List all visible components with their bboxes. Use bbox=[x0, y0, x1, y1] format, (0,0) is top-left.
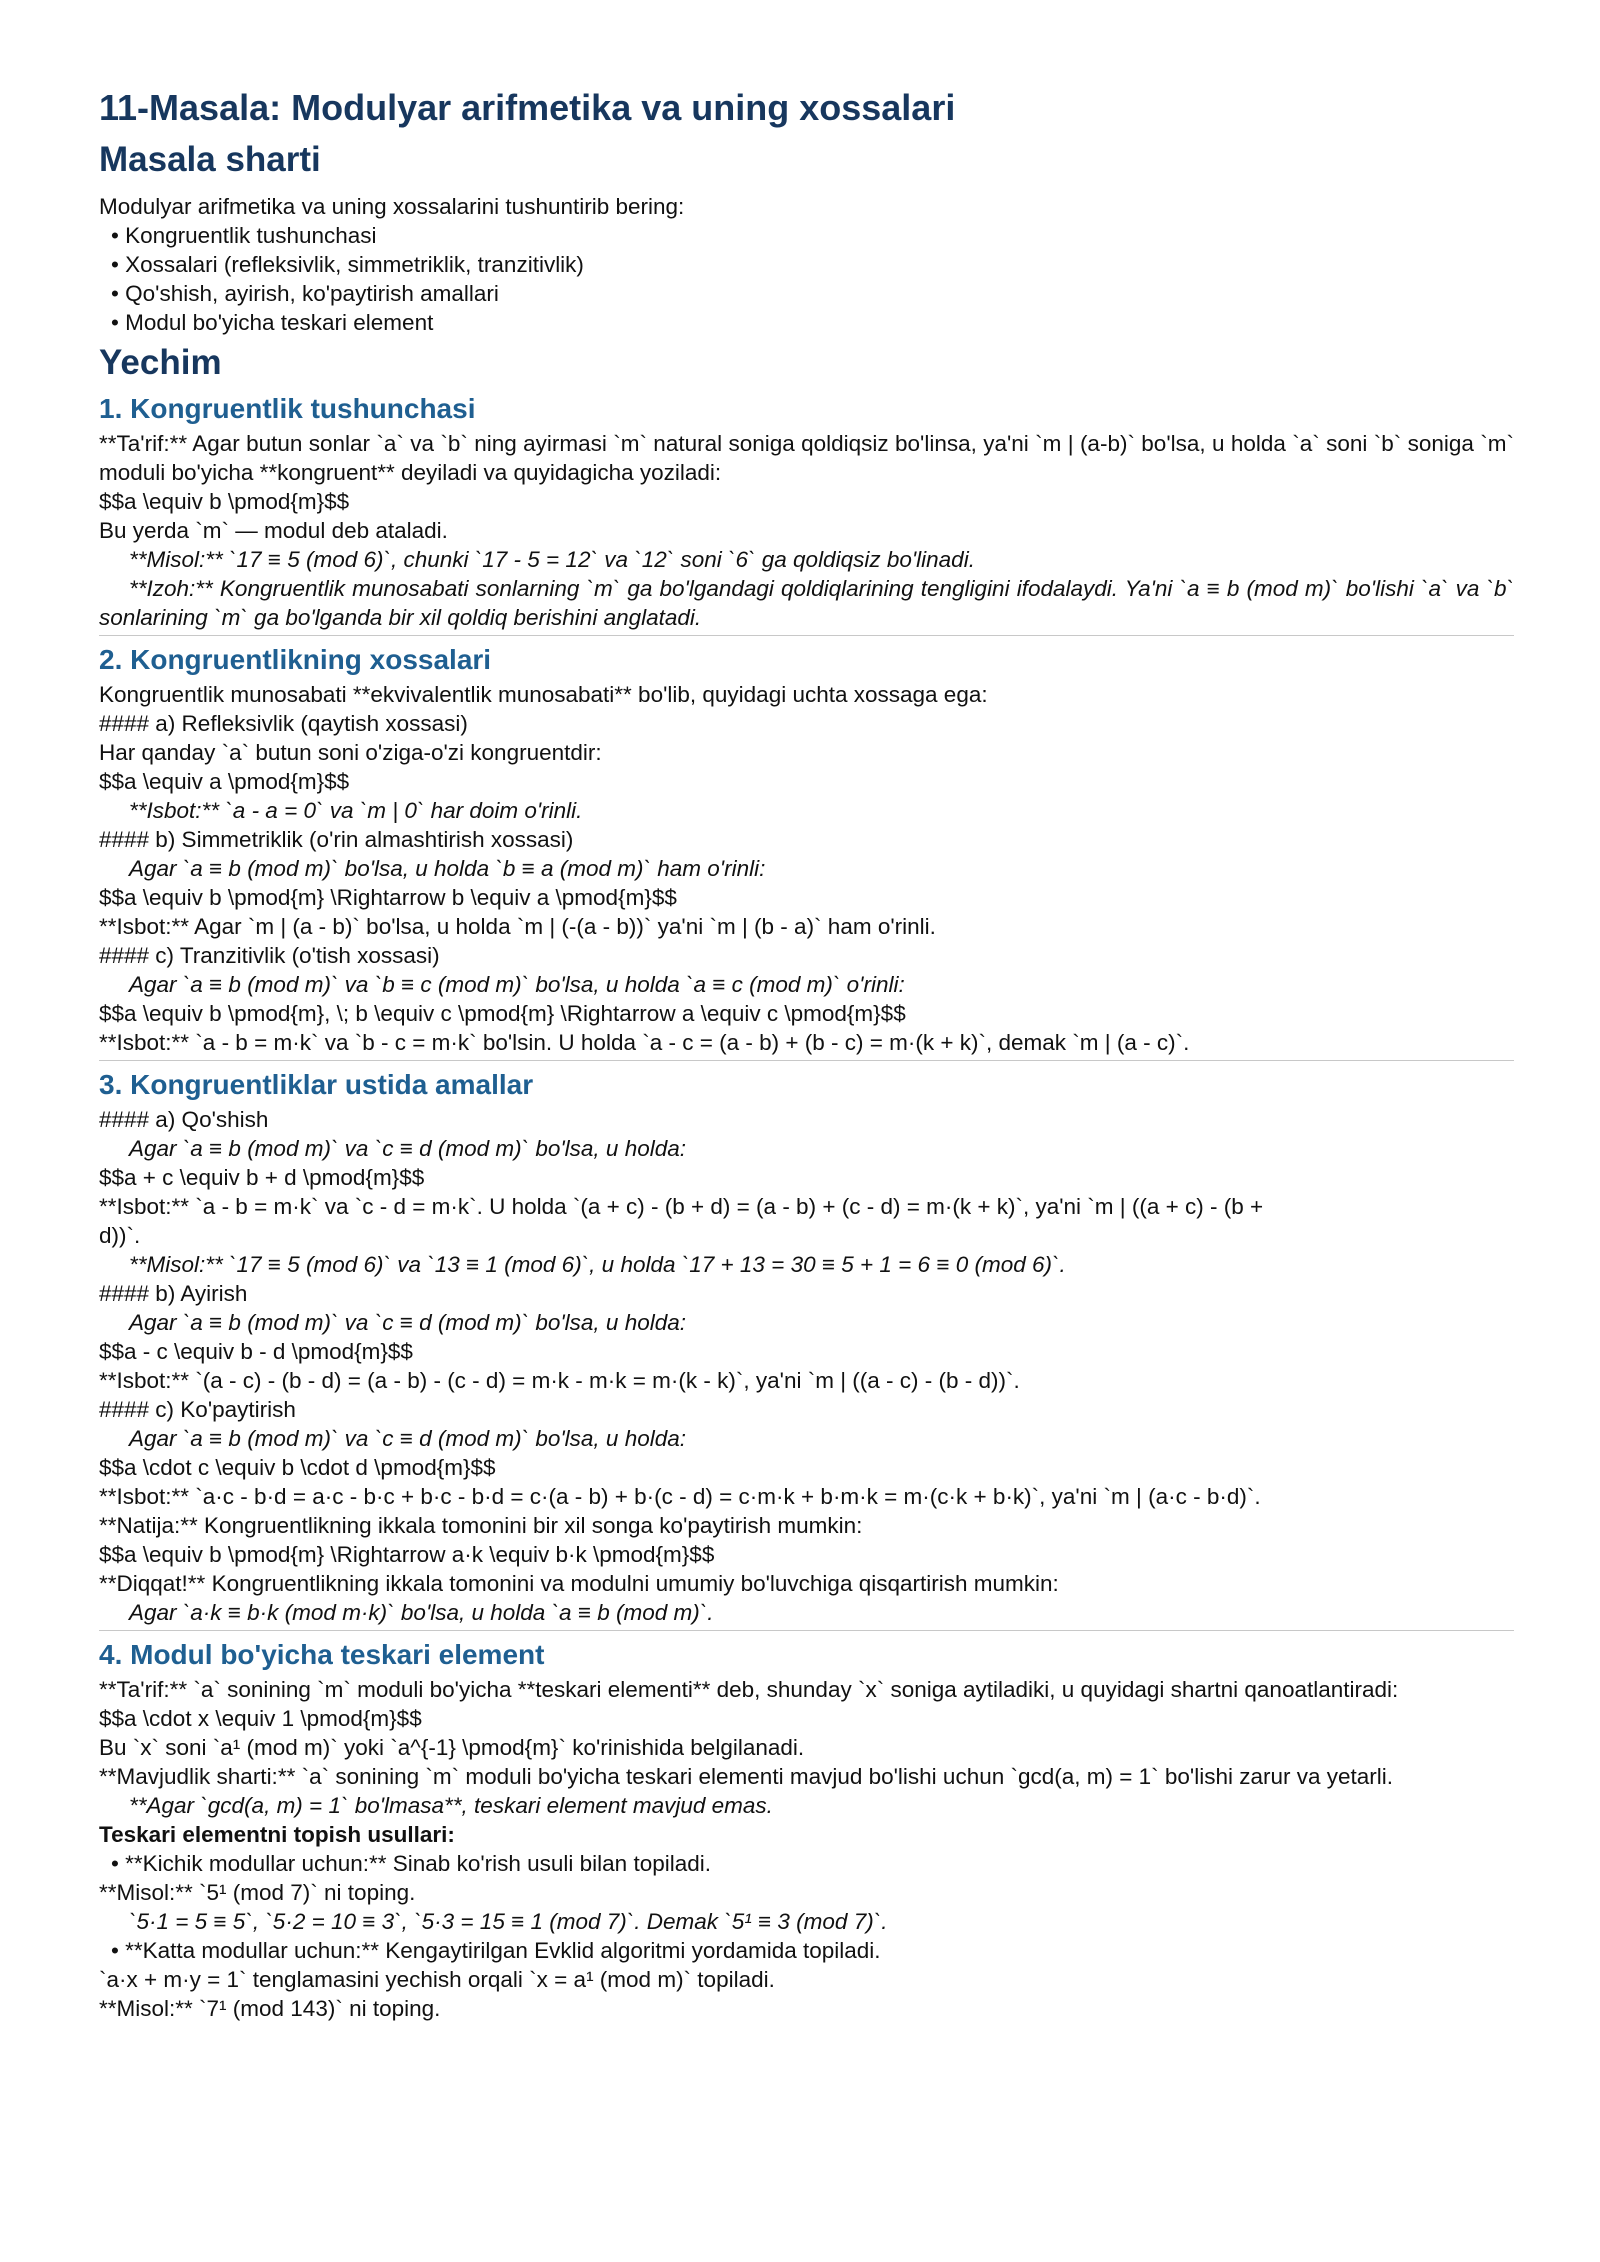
method-bullet: • **Katta modullar uchun:** Kengaytirilgan Evklid algoritmi yordamida topiladi. bbox=[111, 1938, 881, 1963]
formula-line: $$a - c \equiv b - d \pmod{m}$$ bbox=[99, 1339, 413, 1364]
condition-heading: Masala sharti bbox=[99, 140, 321, 179]
condition-line: Agar `a·k ≡ b·k (mod m·k)` bo'lsa, u holda `a ≡ b (mod m)`. bbox=[129, 1600, 714, 1625]
document-page bbox=[99, 82, 1514, 2023]
document-title: 11-Masala: Modulyar arifmetika va uning xossalari bbox=[99, 87, 956, 128]
condition-bullet: • Kongruentlik tushunchasi bbox=[111, 223, 377, 248]
formula-line: $$a + c \equiv b + d \pmod{m}$$ bbox=[99, 1165, 425, 1190]
subheading-line: #### a) Qo'shish bbox=[99, 1107, 269, 1132]
definition-text: **Ta'rif:** Agar butun sonlar `a` va `b` ning ayirmasi `m` natural soniga qoldiqsiz bo'linsa, ya'ni `m | (a-b)` bo'lsa, u holda `a` soni `b` soniga `m` moduli bo'yicha **kongruent** deyiladi va quyidagicha yoziladi: bbox=[99, 431, 1514, 485]
method-bullet: • **Kichik modullar uchun:** Sinab ko'rish usuli bilan topiladi. bbox=[111, 1851, 711, 1876]
proof-line: **Isbot:** `a·c - b·d = a·c - b·c + b·c - b·d = c·(a - b) + b·(c - d) = c·m·k + b·m·k = m·(c·k + b·k)`, ya'ni `m | (a·c - b·d)`. bbox=[99, 1484, 1261, 1509]
formula-line: $$a \equiv a \pmod{m}$$ bbox=[99, 769, 350, 794]
condition-bullet: • Xossalari (refleksivlik, simmetriklik, tranzitivlik) bbox=[111, 252, 584, 277]
section-2-heading: 2. Kongruentlikning xossalari bbox=[99, 644, 492, 675]
text-line: `a·x + m·y = 1` tenglamasini yechish orqali `x = a¹ (mod m)` topiladi. bbox=[99, 1967, 775, 1992]
formula-line: $$a \equiv b \pmod{m}, \; b \equiv c \pmod{m} \Rightarrow a \equiv c \pmod{m}$$ bbox=[99, 1001, 906, 1026]
subheading-line: #### a) Refleksivlik (qaytish xossasi) bbox=[99, 711, 468, 736]
condition-bullet: • Modul bo'yicha teskari element bbox=[111, 310, 434, 335]
condition-bullet: • Qo'shish, ayirish, ko'paytirish amallari bbox=[111, 281, 499, 306]
subheading-line: #### c) Ko'paytirish bbox=[99, 1397, 296, 1422]
section-divider bbox=[99, 1630, 1514, 1631]
section-1-heading: 1. Kongruentlik tushunchasi bbox=[99, 393, 476, 424]
proof-line: **Isbot:** `a - b = m·k` va `c - d = m·k`. U holda `(a + c) - (b + d) = (a - b) + (c - d) = m·(k + k)`, ya'ni `m | ((a + c) - (b + bbox=[99, 1194, 1264, 1219]
subheading-line: #### b) Simmetriklik (o'rin almashtirish xossasi) bbox=[99, 827, 574, 852]
example-line: **Misol:** `5¹ (mod 7)` ni toping. bbox=[99, 1880, 416, 1905]
proof-line: **Isbot:** Agar `m | (a - b)` bo'lsa, u holda `m | (-(a - b))` ya'ni `m | (b - a)` ham o'rinli. bbox=[99, 914, 936, 939]
section-3-heading: 3. Kongruentliklar ustida amallar bbox=[99, 1069, 534, 1100]
proof-line: **Isbot:** `a - a = 0` va `m | 0` har doim o'rinli. bbox=[129, 798, 583, 823]
condition-line: Agar `a ≡ b (mod m)` va `c ≡ d (mod m)` bo'lsa, u holda: bbox=[129, 1136, 686, 1161]
example-work-line: `5·1 = 5 ≡ 5`, `5·2 = 10 ≡ 3`, `5·3 = 15 ≡ 1 (mod 7)`. Demak `5¹ ≡ 3 (mod 7)`. bbox=[129, 1909, 888, 1934]
proof-line: **Isbot:** `(a - c) - (b - d) = (a - b) - (c - d) = m·k - m·k = m·(k - k)`, ya'ni `m | ((a - c) - (b - d))`. bbox=[99, 1368, 1020, 1393]
solution-heading: Yechim bbox=[99, 343, 222, 382]
condition-line: Agar `a ≡ b (mod m)` bo'lsa, u holda `b ≡ a (mod m)` ham o'rinli: bbox=[129, 856, 766, 881]
formula-line: $$a \cdot c \equiv b \cdot d \pmod{m}$$ bbox=[99, 1455, 496, 1480]
existence-condition-text: **Mavjudlik sharti:** `a` sonining `m` moduli bo'yicha teskari elementi mavjud bo'lishi uchun `gcd(a, m) = 1` bo'lishi zarur va yetarli. bbox=[99, 1764, 1394, 1789]
formula-line: $$a \equiv b \pmod{m} \Rightarrow a·k \equiv b·k \pmod{m}$$ bbox=[99, 1542, 715, 1567]
example-line: **Misol:** `7¹ (mod 143)` ni toping. bbox=[99, 1996, 441, 2021]
section-divider bbox=[99, 1060, 1514, 1061]
example-line: **Misol:** `17 ≡ 5 (mod 6)`, chunki `17 - 5 = 12` va `12` soni `6` ga qoldiqsiz bo'linadi. bbox=[129, 547, 975, 572]
warning-line: **Diqqat!** Kongruentlikning ikkala tomonini va modulni umumiy bo'luvchiga qisqartirish mumkin: bbox=[99, 1571, 1059, 1596]
text-line: Kongruentlik munosabati **ekvivalentlik munosabati** bo'lib, quyidagi uchta xossaga ega: bbox=[99, 682, 988, 707]
condition-line: Agar `a ≡ b (mod m)` va `c ≡ d (mod m)` bo'lsa, u holda: bbox=[129, 1310, 686, 1335]
result-line: **Natija:** Kongruentlikning ikkala tomonini bir xil songa ko'paytirish mumkin: bbox=[99, 1513, 863, 1538]
definition-text: **Ta'rif:** `a` sonining `m` moduli bo'yicha **teskari elementi** deb, shunday `x` soniga aytiladiki, u quyidagi shartni qanoatlantiradi: bbox=[99, 1677, 1399, 1702]
formula-line: $$a \equiv b \pmod{m}$$ bbox=[99, 489, 350, 514]
subheading-line: #### c) Tranzitivlik (o'tish xossasi) bbox=[99, 943, 440, 968]
text-line: Bu `x` soni `a¹ (mod m)` yoki `a^{-1} \pmod{m}` ko'rinishida belgilanadi. bbox=[99, 1735, 805, 1760]
section-4-heading: 4. Modul bo'yicha teskari element bbox=[99, 1639, 545, 1670]
section-divider bbox=[99, 635, 1514, 636]
text-line: Bu yerda `m` — modul deb ataladi. bbox=[99, 518, 448, 543]
formula-line: $$a \equiv b \pmod{m} \Rightarrow b \equiv a \pmod{m}$$ bbox=[99, 885, 677, 910]
subheading-line: #### b) Ayirish bbox=[99, 1281, 248, 1306]
example-line: **Misol:** `17 ≡ 5 (mod 6)` va `13 ≡ 1 (mod 6)`, u holda `17 + 13 = 30 ≡ 5 + 1 = 6 ≡ 0 (mod 6)`. bbox=[129, 1252, 1066, 1277]
note-line: **Agar `gcd(a, m) = 1` bo'lmasa**, teskari element mavjud emas. bbox=[129, 1793, 773, 1818]
condition-intro: Modulyar arifmetika va uning xossalarini tushuntirib bering: bbox=[99, 194, 685, 219]
proof-line-continued: d))`. bbox=[99, 1223, 141, 1248]
methods-heading: Teskari elementni topish usullari: bbox=[99, 1822, 455, 1847]
text-line: Har qanday `a` butun soni o'ziga-o'zi kongruentdir: bbox=[99, 740, 602, 765]
note-text: **Izoh:** Kongruentlik munosabati sonlarning `m` ga bo'lgandagi qoldiqlarining tengligini ifodalaydi. Ya'ni `a ≡ b (mod m)` bo'lishi `a` va `b` sonlarining `m` ga bo'lganda bir xil qoldiq berishini anglatadi. bbox=[99, 576, 1514, 630]
condition-line: Agar `a ≡ b (mod m)` va `c ≡ d (mod m)` bo'lsa, u holda: bbox=[129, 1426, 686, 1451]
proof-line: **Isbot:** `a - b = m·k` va `b - c = m·k` bo'lsin. U holda `a - c = (a - b) + (b - c) = m·(k + k)`, demak `m | (a - c)`. bbox=[99, 1030, 1190, 1055]
formula-line: $$a \cdot x \equiv 1 \pmod{m}$$ bbox=[99, 1706, 422, 1731]
condition-line: Agar `a ≡ b (mod m)` va `b ≡ c (mod m)` bo'lsa, u holda `a ≡ c (mod m)` o'rinli: bbox=[129, 972, 905, 997]
